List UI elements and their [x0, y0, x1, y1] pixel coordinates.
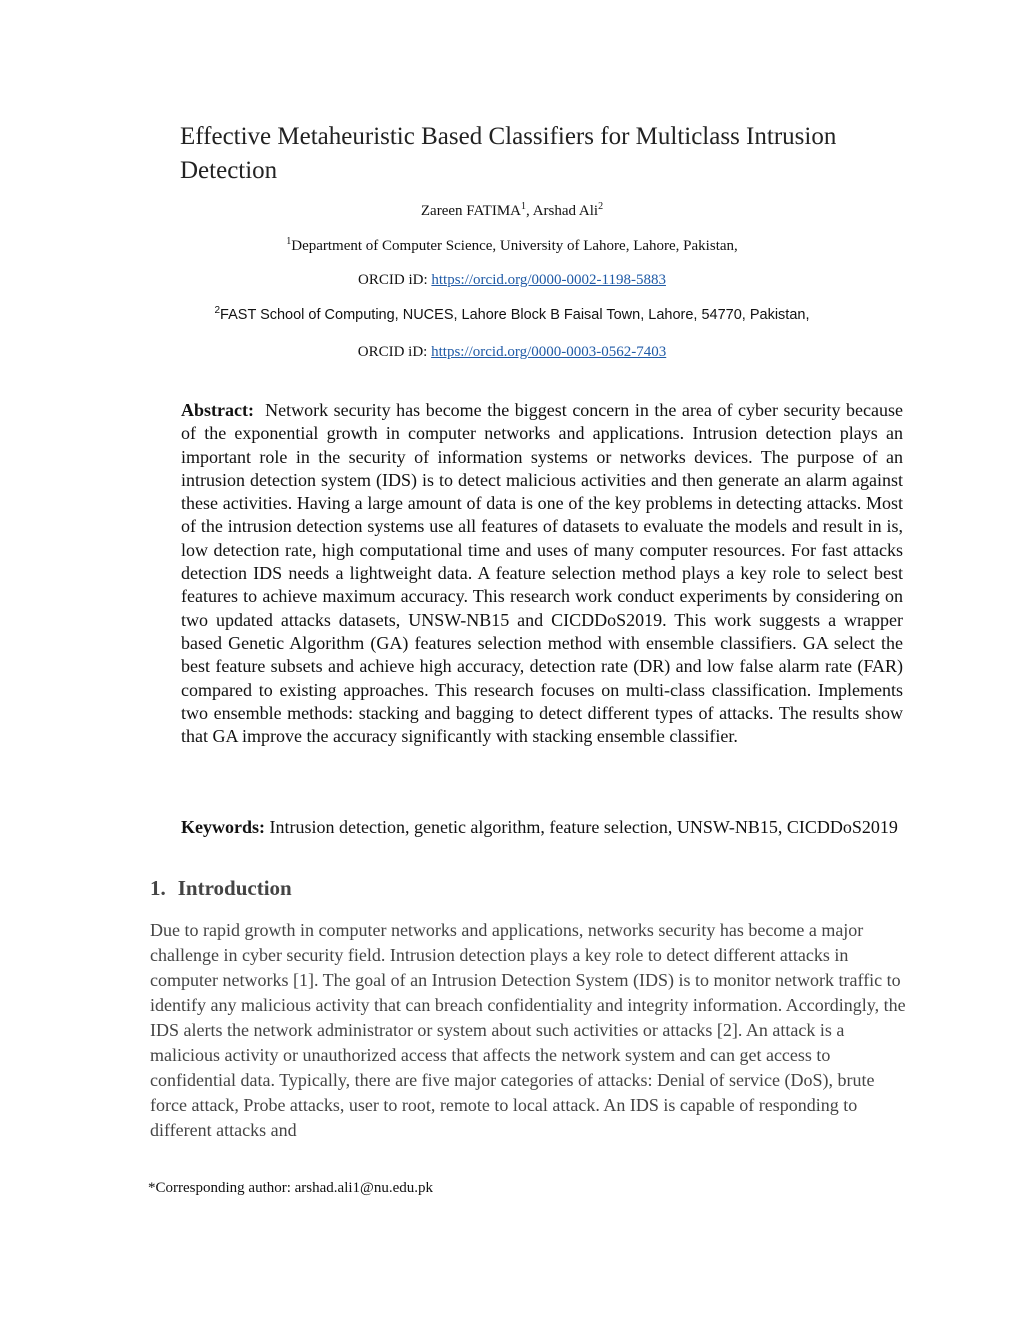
- orcid-1-label: ORCID iD:: [358, 272, 432, 288]
- corresponding-author-footnote: *Corresponding author: arshad.ali1@nu.edu.pk: [148, 1180, 434, 1196]
- abstract: [181, 399, 903, 748]
- keywords-label: Keywords:: [181, 817, 265, 837]
- section-heading-introduction: [150, 876, 292, 901]
- affiliation-2-text: FAST School of Computing, NUCES, Lahore Block B Faisal Town, Lahore, 54770, Pakistan,: [220, 307, 810, 323]
- affiliation-2: [0, 306, 1024, 324]
- paper-title: Effective Metaheuristic Based Classifiers for Multiclass Intrusion Detection: [180, 123, 837, 184]
- keywords-text: Intrusion detection, genetic algorithm, feature selection, UNSW-NB15, CICDDoS2019: [269, 817, 898, 837]
- affiliation-2-marker: 2: [214, 305, 221, 317]
- orcid-2-link[interactable]: https://orcid.org/0000-0003-0562-7403: [431, 344, 667, 360]
- introduction-paragraph: Due to rapid growth in computer networks and applications, networks security has become a major challenge in cyber security field. Intrusion detection plays a key role to detect different attacks in computer networks [1]. The goal of an Intrusion Detection System (IDS) is to monitor network traffic to identify any malicious activity that can breach confidentiality and integrity information. Accordingly, the IDS alerts the network administrator or system about such activities or attacks [2]. An attack is a malicious activity or unauthorized access that affects the network system and can get access to confidential data. Typically, there are five major categories of attacks: Denial of service (DoS), brute force attack, Probe attacks, user to root, remote to local attack. An IDS is capable of responding to different attacks and: [150, 920, 906, 1140]
- author-separator: ,: [526, 203, 533, 219]
- section-title: Introduction: [177, 876, 292, 900]
- section-number: 1.: [150, 876, 166, 900]
- orcid-line-2: [0, 343, 1024, 361]
- abstract-label: Abstract:: [181, 400, 254, 420]
- abstract-text: Network security has become the biggest concern in the area of cyber security because of the exponential growth in computer networks and applications. Intrusion detection plays an important role in the security of information systems or networks devices. The purpose of an intrusion detection system (IDS) is to detect malicious activities and then generate an alarm against these activities. Having a large amount of data is one of the key problems in detecting attacks. Most of the intrusion detection systems use all features of datasets to evaluate the models and result in is, low detection rate, high computational time and uses of many computer resources. For fast attacks detection IDS needs a lightweight data. A feature selection method plays a key role to select best features to achieve maximum accuracy. This research work conduct experiments by considering on two updated attacks datasets, UNSW-NB15 and CICDDoS2019. This work suggests a wrapper based Genetic Algorithm (GA) features selection method with ensemble classifiers. GA select the best feature subsets and achieve high accuracy, detection rate (DR) and low false alarm rate (FAR) compared to existing approaches. This research focuses on multi-class classification. Implements two ensemble methods: stacking and bagging to detect different types of attacks. The results show that GA improve the accuracy significantly with stacking ensemble classifier.: [181, 400, 904, 747]
- author-1-name: Zareen FATIMA: [420, 203, 521, 219]
- orcid-1-link[interactable]: https://orcid.org/0000-0002-1198-5883: [431, 272, 666, 288]
- orcid-2-label: ORCID iD:: [357, 344, 432, 360]
- author-2-affiliation-marker: 2: [598, 201, 604, 212]
- affiliation-1-marker: 1: [286, 236, 292, 247]
- affiliation-1: [0, 237, 1024, 255]
- author-line: [0, 202, 1024, 220]
- affiliation-1-text: Department of Computer Science, University of Lahore, Lahore, Pakistan,: [291, 238, 738, 254]
- author-1-affiliation-marker: 1: [521, 201, 526, 212]
- orcid-line-1: [0, 271, 1024, 289]
- keywords: [181, 815, 903, 839]
- author-2-name: Arshad Ali: [532, 203, 599, 219]
